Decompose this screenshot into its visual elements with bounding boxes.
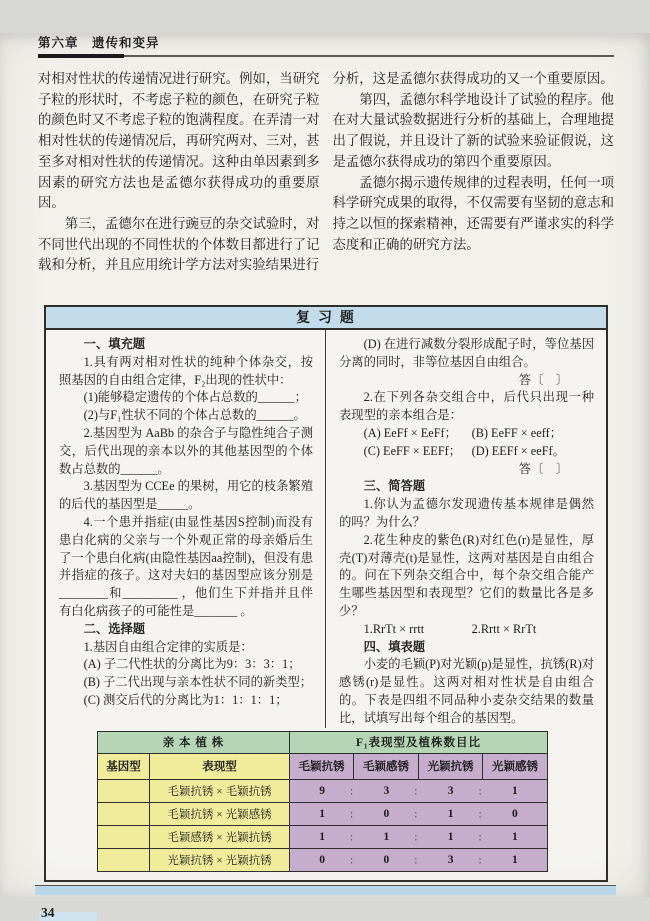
ratio-separator: ： — [477, 833, 488, 845]
ratio-separator: ： — [477, 810, 488, 822]
question-item: 4.一个患并指症(由显性基因S控制)而没有患白化病的父亲与一个外观正常的母亲婚后生了一个患白化病(由隐性基因aa控制)，但没有患并指症的孩子。这对夫妇的基因型应该分别是________和_________ ，他们生下并指并且伴有白化病孩子的可能性是_______ 。 — [59, 515, 313, 618]
choice-option: (A) EeFf × EeFf； — [363, 426, 457, 441]
page-number: 34 — [41, 905, 111, 921]
section-heading: 一、填充题 — [83, 337, 146, 352]
cross-results-table — [97, 731, 548, 872]
ratio-value: 0 — [319, 853, 325, 866]
choice-option-row — [339, 443, 594, 461]
paragraph: 孟德尔揭示遗传规律的过程表明，任何一项科学研究成果的取得，不仅需要有坚韧的意志和持之以恒的探索精神，还需要有严谨求实的科学态度和正确的研究方法。 — [332, 174, 614, 252]
question-item: 1.具有两对相对性状的纯种个体杂交，按照基因的自由组合定律，F₂出现的性状中： — [59, 354, 313, 387]
section-heading: 四、填表题 — [363, 639, 426, 654]
review-questions-box — [44, 305, 608, 882]
cell-genotype-blank — [98, 779, 150, 802]
answer-bracket: 答〔 〕 — [518, 461, 568, 476]
cell-ratio — [290, 802, 548, 825]
question-item: 2.在下列各杂交组合中，后代只出现一种表现型的亲本组合是： — [339, 390, 594, 423]
ratio-value: 1 — [319, 830, 325, 843]
col-header: 光颖抗锈 — [419, 753, 483, 779]
ratio-value: 1 — [447, 830, 454, 843]
cell-ratio — [290, 848, 548, 871]
head-rule — [38, 54, 614, 58]
ratio-value: 9 — [319, 784, 325, 797]
chapter-title: 第六章 遗传和变异 — [38, 36, 160, 50]
body-text-right-column — [333, 69, 615, 276]
paragraph: 分析，这是孟德尔获得成功的又一个重要原因。 — [332, 71, 614, 86]
group-header-parents: 亲 本 植 株 — [98, 731, 290, 753]
review-box-columns — [46, 330, 606, 728]
choice-option: (D) 在进行减数分裂形成配子时，等位基因分离的同时，非等位基因自由组合。 — [339, 337, 594, 369]
footer-rule-band — [35, 885, 616, 895]
ratio-separator: ： — [413, 856, 424, 868]
col-header: 毛颖感锈 — [354, 753, 419, 779]
cell-genotype-blank — [98, 848, 150, 871]
cross-item: 2.Rrtt × RrTt — [471, 621, 537, 636]
textbook-page — [0, 33, 650, 920]
choice-option-row — [339, 425, 594, 443]
answer-bracket: 答〔 〕 — [518, 372, 568, 387]
section-heading: 二、选择题 — [83, 621, 146, 636]
body-text — [38, 69, 614, 276]
question-item: (2)与F₁性状不同的个体占总数的______。 — [83, 408, 306, 423]
ratio-value: 0 — [512, 807, 518, 820]
question-item: 2.花生种皮的紫色(R)对红色(r)是显性，厚壳(T)对薄壳(t)是显性，这两对基因是自由组合的。问在下列杂交组合中，每个杂交组合能产生哪些基因型和表现型？它们的数量比各是多少？ — [339, 532, 594, 618]
col-header-genotype: 基因型 — [98, 753, 150, 779]
ratio-separator: ： — [477, 856, 488, 868]
table-row — [98, 779, 548, 802]
choice-option: (B) EeFF × eeff； — [471, 426, 562, 441]
ratio-value: 1 — [319, 807, 325, 820]
question-item: 1.基因自由组合定律的实质是： — [83, 639, 253, 654]
col-header: 光颖感锈 — [483, 753, 548, 779]
section-heading: 三、简答题 — [363, 479, 426, 494]
cell-phenotype-cross: 光颖抗锈 × 光颖抗锈 — [150, 848, 290, 871]
review-box-title: 复 习 题 — [46, 307, 606, 330]
cross-pair-row — [339, 621, 594, 639]
col-header-phenotype: 表现型 — [150, 753, 290, 779]
ratio-separator: ： — [349, 833, 360, 845]
ratio-separator: ： — [349, 856, 360, 868]
cell-ratio — [290, 779, 548, 802]
head-rule-thick-segment — [38, 54, 124, 58]
ratio-separator: ： — [413, 810, 424, 822]
cell-genotype-blank — [98, 825, 150, 848]
col-header: 毛颖抗锈 — [290, 753, 354, 779]
cell-phenotype-cross: 毛颖抗锈 × 光颖感锈 — [150, 802, 290, 825]
ratio-value: 1 — [447, 807, 454, 820]
ratio-value: 3 — [383, 784, 390, 797]
table-column-header-row — [98, 753, 548, 779]
cell-ratio — [290, 825, 548, 848]
cell-genotype-blank — [98, 802, 150, 825]
ratio-separator: ： — [413, 833, 424, 845]
ratio-separator: ： — [349, 787, 360, 799]
table-row — [98, 802, 548, 825]
choice-option: (C) 测交后代的分离比为1：1：1：1； — [83, 692, 288, 707]
ratio-value: 1 — [383, 830, 390, 843]
choice-option: (D) EEFf × eeFf。 — [471, 443, 565, 458]
ratio-value: 1 — [512, 830, 518, 843]
ratio-separator: ： — [349, 810, 360, 822]
chapter-head — [38, 33, 614, 58]
question-item: 3.基因型为 CCEe 的果树，用它的枝条繁殖的后代的基因型是_____。 — [59, 479, 313, 512]
question-item: 2.基因型为 AaBb 的杂合子与隐性纯合子测交，后代出现的亲本以外的其他基因型的个体数占总数的______。 — [59, 426, 313, 476]
ratio-separator: ： — [477, 787, 488, 799]
paragraph: 对相对性状的传递情况进行研究。例如，当研究子粒的形状时，不考虑子粒的颜色，在研究子粒的颜色时又不考虑子粒的饱满程度。在弄清一对相对性状的传递情况后，再研究两对、三对，甚至多对相对性状的传递情况。这种由单因素到多因素的研究方法也是孟德尔获得成功的重要原因。 — [38, 71, 320, 211]
ratio-value: 3 — [447, 784, 454, 797]
choice-option: (A) 子二代性状的分离比为9：3：3：1； — [83, 657, 301, 672]
body-text-left-column — [38, 69, 320, 276]
ratio-value: 1 — [512, 784, 518, 797]
cross-results-table-wrap — [97, 731, 606, 872]
review-right-column — [326, 330, 606, 728]
ratio-value: 1 — [512, 853, 518, 866]
cell-phenotype-cross: 毛颖感锈 × 光颖抗锈 — [150, 825, 290, 848]
paragraph: 第四，孟德尔科学地设计了试验的程序。他在对大量试验数据进行分析的基础上，合理地提出了假说，并且设计了新的试验来验证假说，这是孟德尔获得成功的第四个重要原因。 — [332, 91, 614, 169]
paragraph: 第三，孟德尔在进行豌豆的杂交试验时，对不同世代出现的不同性状的个体数目都进行了记载和分析，并且应用统计学方法对实验结果进行 — [38, 215, 320, 273]
ratio-separator: ： — [413, 787, 424, 799]
choice-option: (B) 子二代出现与亲本性状不同的新类型； — [83, 675, 313, 690]
head-rule-thin-segment — [124, 55, 614, 57]
cell-phenotype-cross: 毛颖抗锈 × 毛颖抗锈 — [150, 779, 290, 802]
table-row — [98, 825, 548, 848]
question-item: 1.你认为孟德尔发现遗传基本规律是偶然的吗？为什么？ — [339, 497, 594, 529]
choice-option: (C) EeFF × EEFf； — [363, 443, 462, 458]
cross-item: 1.RrTt × rrtt — [363, 621, 425, 636]
group-header-f1-ratio: F₁表现型及植株数目比 — [290, 731, 548, 753]
table-row — [98, 848, 548, 871]
question-item: 小麦的毛颖(P)对光颖(p)是显性，抗锈(R)对感锈(r)是显性。这两对相对性状是自由组合的。下表是四组不同品种小麦杂交结果的数量比，试填写出每个组合的基因型。 — [339, 657, 594, 725]
ratio-value: 0 — [383, 853, 390, 866]
ratio-value: 0 — [383, 807, 390, 820]
review-left-column — [46, 330, 326, 728]
ratio-value: 3 — [447, 853, 454, 866]
table-group-header-row — [98, 731, 548, 753]
question-item: (1)能够稳定遗传的个体占总数的______； — [83, 390, 307, 405]
